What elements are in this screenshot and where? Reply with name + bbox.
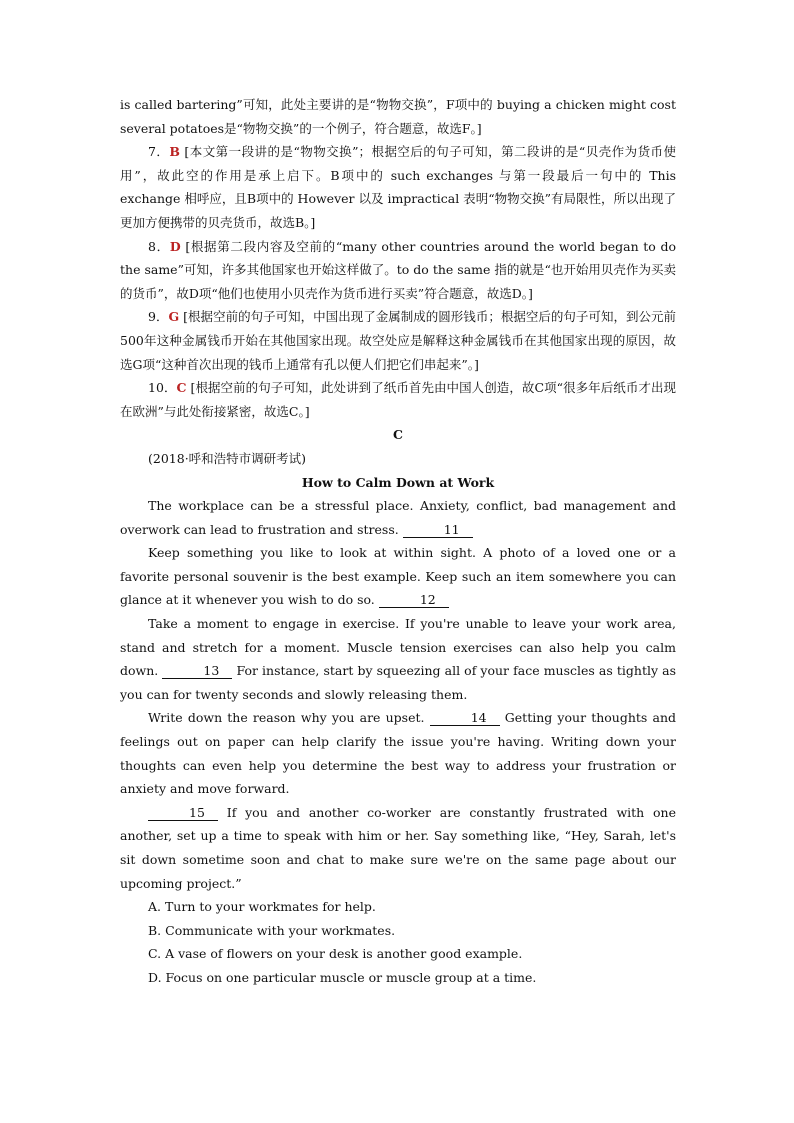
passage-paragraph-2	[120, 541, 676, 612]
answer-explanation-10	[120, 376, 676, 423]
explanation-text: [根据第二段内容及空前的“many other countries around the world began to do the same”可知，许多其他国家也开始这样做了。to do the same 指的就是“也开始用贝壳作为买卖的货币”，故D项“他们也使用小贝壳作为货币进行买卖”符合题意，故选D。]	[120, 238, 677, 301]
option-b: B. Communicate with your workmates.	[148, 922, 396, 938]
paragraph-text: The workplace can be a stressful place. Anxiety, conflict, bad management and overwork can lead to frustration and stress.	[120, 498, 676, 537]
answer-letter: D	[169, 238, 181, 254]
section-letter: C	[393, 427, 403, 443]
question-number: 9．	[148, 309, 169, 325]
passage-title: How to Calm Down at Work	[301, 474, 495, 490]
answer-explanation-9	[120, 305, 676, 376]
paragraph-text: Keep something you like to look at within sight. A photo of a loved one or a favorite personal souvenir is the best example. Keep such an item somewhere you can glance at it whenever you wish to do so.	[120, 545, 676, 608]
paragraph-text: For instance, start by squeezing all of your face muscles as tightly as you can for twenty seconds and slowly releasing them.	[120, 663, 676, 702]
blank-11: 11	[403, 522, 473, 538]
option-c: C. A vase of flowers on your desk is another good example.	[148, 946, 523, 962]
answer-explanation-7	[120, 140, 676, 234]
answer-explanation-6-tail	[120, 93, 676, 140]
question-number: 8．	[148, 238, 170, 254]
option-d: D. Focus on one particular muscle or muscle group at a time.	[148, 969, 537, 985]
paragraph-text: If you and another co-worker are constantly frustrated with one another, set up a time to speak with him or her. Say something like, “Hey, Sarah, let's sit down sometime soon and chat to make sure we're on the same page about our upcoming project.”	[120, 804, 676, 891]
paragraph-text: Take a moment to engage in exercise. If you're unable to leave your work area, stand and stretch for a moment. Muscle tension exercises can also help you calm down.	[120, 616, 676, 679]
answer-letter: B	[169, 144, 180, 160]
option-a: A. Turn to your workmates for help.	[148, 899, 376, 915]
explanation-text: [根据空前的句子可知，中国出现了金属制成的圆形钱币；根据空后的句子可知，到公元前500年这种金属钱币开始在其他国家出现。故空处应是解释这种金属钱币在其他国家出现的原因，故选G项“这种首次出现的钱币上通常有孔以便人们把它们串起来”。]	[120, 309, 676, 372]
paragraph-text: Getting your thoughts and feelings out on paper can help clarify the issue you're having. Writing down your thoughts can even help you determine the best way to address your frustration or anxiety and move forward.	[120, 710, 677, 797]
blank-12: 12	[379, 592, 449, 608]
explanation-text: [本文第一段讲的是“物物交换”；根据空后的句子可知，第二段讲的是“贝壳作为货币使用”，故此空的作用是承上启下。B项中的 such exchanges 与第一段最后一句中的 This exchange 相呼应，且B项中的 However 以及 impractical 表明“物物交换”有局限性，所以出现了更加方便携带的贝壳货币，故选B。]	[120, 144, 677, 230]
blank-13: 13	[162, 663, 232, 679]
answer-letter: G	[168, 309, 180, 325]
passage-paragraph-4	[120, 706, 676, 800]
paragraph-text: Write down the reason why you are upset.	[148, 710, 430, 726]
source-note: (2018·呼和浩特市调研考试)	[148, 450, 307, 466]
passage-paragraph-3	[120, 612, 676, 706]
blank-15: 15	[148, 805, 218, 821]
explanation-text: [根据空前的句子可知，此处讲到了纸币首先由中国人创造，故C项“很多年后纸币才出现在欧洲”与此处衔接紧密，故选C。]	[120, 380, 677, 419]
question-number: 7．	[148, 144, 170, 160]
answer-explanation-8	[120, 235, 676, 306]
passage-paragraph-1	[120, 494, 676, 541]
document-content	[120, 93, 676, 990]
explanation-text: is called bartering”可知，此处主要讲的是“物物交换”，F项中的 buying a chicken might cost several potatoes是“物物交换”的一个例子，符合题意，故选F。]	[120, 97, 676, 136]
passage-paragraph-5	[120, 801, 676, 895]
question-number: 10．	[148, 380, 177, 396]
answer-letter: C	[176, 380, 187, 396]
blank-14: 14	[430, 710, 500, 726]
